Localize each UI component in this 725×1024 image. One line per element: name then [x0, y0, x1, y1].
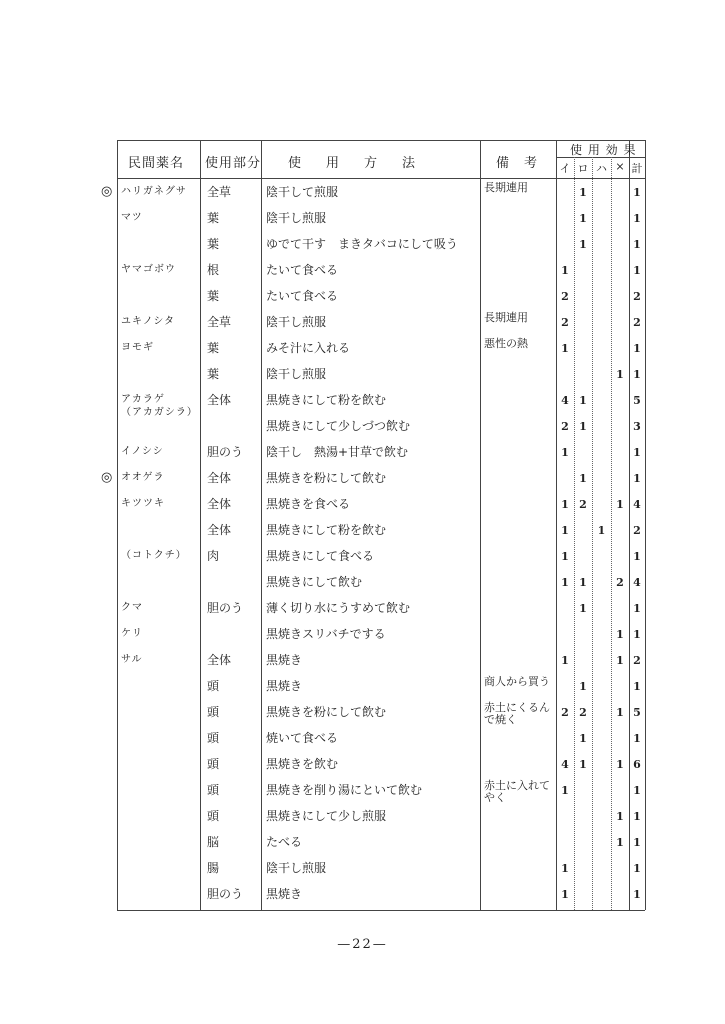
cell-effect-4: 1 [633, 888, 641, 901]
cell-part: 脳 [207, 835, 220, 849]
cell-method: 黒焼きを削り湯にといて飲む [266, 783, 423, 797]
cell-effect-0: 1 [561, 784, 569, 797]
cell-method: 黒焼きスリバチでする [266, 627, 386, 641]
cell-effect-0: 1 [561, 524, 569, 537]
cell-method: 陰干して煎服 [266, 185, 339, 199]
cell-effect-4: 1 [633, 680, 641, 693]
cell-part: 胆のう [207, 601, 244, 615]
cell-effect-1: 1 [579, 186, 587, 199]
cell-name: キツツキ [121, 498, 165, 509]
cell-effect-1: 2 [579, 498, 587, 511]
cell-effect-4: 2 [633, 524, 641, 537]
header-effect-4: 計 [631, 162, 643, 175]
cell-effect-0: 1 [561, 446, 569, 459]
cell-effect-0: 1 [561, 264, 569, 277]
cell-method: 焼いて食べる [266, 731, 339, 745]
cell-method: たいて食べる [266, 289, 339, 303]
table-bottom-rule [117, 910, 645, 911]
header-note: 備 考 [496, 156, 539, 171]
cell-effect-1: 1 [579, 394, 587, 407]
cell-effect-0: 1 [561, 654, 569, 667]
cell-effect-0: 1 [561, 550, 569, 563]
cell-effect-0: 4 [561, 394, 569, 407]
cell-effect-4: 1 [633, 264, 641, 277]
cell-part: 胆のう [207, 445, 244, 459]
cell-effect-4: 5 [633, 706, 641, 719]
cell-effect-4: 1 [633, 212, 641, 225]
header-effect-1: ロ [577, 162, 589, 175]
cell-effect-2: 1 [597, 524, 606, 537]
cell-method: ゆでて干す まきタバコにして吸う [266, 237, 458, 251]
circle-mark-icon: ◎ [101, 184, 113, 199]
cell-name: ヤマゴボウ [121, 264, 176, 275]
cell-method: 黒焼きにして食べる [266, 549, 375, 563]
cell-name: サル [121, 654, 143, 665]
cell-effect-0: 1 [561, 342, 569, 355]
cell-method: 黒焼き [266, 653, 303, 667]
page-number: —22— [337, 937, 388, 952]
column-rule [261, 140, 262, 910]
cell-part: 腸 [207, 861, 220, 875]
cell-note: 赤土に入れてやく [484, 779, 550, 804]
cell-effect-3: 1 [616, 654, 624, 667]
cell-effect-3: 1 [616, 706, 624, 719]
table-top-rule [117, 140, 645, 141]
cell-effect-4: 2 [633, 654, 641, 667]
cell-part: 葉 [207, 211, 220, 225]
cell-effect-0: 1 [561, 576, 569, 589]
cell-effect-0: 4 [561, 758, 569, 771]
header-method: 使 用 方 法 [288, 156, 422, 171]
cell-part: 全体 [207, 653, 232, 667]
cell-part: 葉 [207, 289, 220, 303]
cell-part: 頭 [207, 705, 220, 719]
cell-part: 根 [207, 263, 220, 277]
cell-effect-1: 1 [579, 238, 587, 251]
cell-effect-4: 6 [633, 758, 641, 771]
cell-effect-3: 1 [616, 368, 624, 381]
cell-effect-4: 4 [633, 576, 641, 589]
header-bottom-rule [117, 178, 645, 179]
cell-method: 黒焼きにして少しづつ飲む [266, 419, 411, 433]
cell-part: 頭 [207, 809, 220, 823]
cell-effect-4: 2 [633, 290, 641, 303]
cell-name: クマ [121, 602, 143, 613]
cell-effect-0: 1 [561, 862, 569, 875]
cell-name: ヨモギ [121, 342, 154, 353]
cell-effect-0: 2 [561, 420, 569, 433]
cell-part: 頭 [207, 783, 220, 797]
cell-effect-4: 1 [633, 836, 641, 849]
cell-effect-4: 1 [633, 186, 641, 199]
cell-name: イノシシ [121, 446, 164, 457]
cell-effect-3: 1 [616, 836, 624, 849]
cell-effect-4: 4 [633, 498, 641, 511]
cell-method: みそ汁に入れる [266, 341, 351, 355]
cell-effect-4: 1 [633, 446, 641, 459]
cell-part: 肉 [207, 549, 220, 563]
cell-part: 全体 [207, 497, 232, 511]
cell-method: 陰干し 熱湯+甘草で飲む [266, 445, 409, 459]
column-rule [556, 140, 557, 910]
cell-method: たべる [266, 835, 303, 849]
cell-effect-4: 5 [633, 394, 641, 407]
cell-method: たいて食べる [266, 263, 339, 277]
cell-effect-4: 1 [633, 862, 641, 875]
cell-method: 黒焼き [266, 887, 303, 901]
cell-part: 全草 [207, 315, 232, 329]
cell-effect-0: 1 [561, 498, 569, 511]
cell-effect-3: 1 [616, 498, 624, 511]
cell-method: 黒焼き [266, 679, 303, 693]
cell-effect-4: 1 [633, 472, 641, 485]
cell-note: 長期連用 [484, 181, 528, 194]
cell-effect-0: 2 [561, 316, 569, 329]
cell-note: 商人から買う [484, 675, 550, 688]
cell-effect-0: 1 [561, 888, 569, 901]
cell-method: 黒焼きにして飲む [266, 575, 363, 589]
cell-effect-3: 1 [616, 628, 624, 641]
cell-effect-4: 1 [633, 732, 641, 745]
cell-name: （アカガシラ） [121, 407, 198, 418]
cell-effect-1: 1 [579, 758, 587, 771]
cell-effect-1: 1 [579, 420, 587, 433]
cell-part: 全体 [207, 523, 232, 537]
column-rule [645, 140, 646, 910]
cell-effect-1: 1 [579, 732, 587, 745]
circle-mark-icon: ◎ [101, 470, 113, 485]
cell-part: 全体 [207, 471, 232, 485]
header-effect: 使 用 効 果 [570, 143, 637, 157]
cell-note: 長期連用 [484, 311, 528, 324]
cell-part: 全草 [207, 185, 232, 199]
cell-method: 黒焼きを粉にして飲む [266, 471, 387, 485]
cell-name: （コトクチ） [121, 550, 187, 561]
cell-effect-4: 3 [633, 420, 641, 433]
effect-sub-divider [611, 157, 612, 910]
cell-name: ユキノシタ [121, 316, 175, 327]
cell-name: ハリガネグサ [121, 186, 187, 197]
header-effect-2: ハ [596, 162, 607, 175]
cell-effect-1: 1 [579, 576, 587, 589]
cell-effect-4: 1 [633, 368, 641, 381]
cell-effect-1: 1 [579, 680, 587, 693]
header-effect-3: × [615, 160, 625, 173]
column-rule [117, 140, 118, 910]
cell-effect-3: 1 [616, 758, 624, 771]
cell-part: 頭 [207, 757, 220, 771]
cell-part: 葉 [207, 341, 220, 355]
cell-effect-4: 2 [633, 316, 641, 329]
cell-method: 黒焼きにして粉を飲む [266, 393, 387, 407]
effect-sub-divider [592, 157, 593, 910]
cell-name: アカラゲ [121, 394, 165, 405]
cell-note: 赤土にくるんで焼く [484, 701, 550, 726]
cell-name: オオゲラ [121, 472, 165, 483]
cell-effect-4: 1 [633, 628, 641, 641]
header-effect-0: イ [559, 162, 571, 175]
cell-method: 黒焼きを飲む [266, 757, 339, 771]
cell-part: 胆のう [207, 887, 244, 901]
cell-effect-4: 1 [633, 238, 641, 251]
effect-sub-divider [574, 157, 575, 910]
cell-part: 頭 [207, 731, 220, 745]
cell-part: 葉 [207, 367, 220, 381]
column-rule [200, 140, 201, 910]
cell-effect-1: 1 [579, 602, 587, 615]
cell-effect-1: 1 [579, 472, 587, 485]
cell-part: 葉 [207, 237, 220, 251]
cell-effect-4: 1 [633, 342, 641, 355]
cell-part: 全体 [207, 393, 232, 407]
header-part: 使用部分 [205, 156, 262, 171]
cell-name: ケリ [121, 628, 143, 639]
cell-method: 陰干し煎服 [266, 211, 327, 225]
cell-method: 黒焼きを粉にして飲む [266, 705, 387, 719]
cell-method: 黒焼きを食べる [266, 497, 351, 511]
cell-effect-1: 1 [579, 212, 587, 225]
cell-effect-4: 1 [633, 550, 641, 563]
cell-method: 陰干し煎服 [266, 367, 327, 381]
cell-name: マツ [121, 212, 143, 223]
cell-effect-1: 2 [579, 706, 587, 719]
cell-effect-3: 2 [616, 576, 624, 589]
cell-method: 黒焼きにして粉を飲む [266, 523, 387, 537]
cell-part: 頭 [207, 679, 220, 693]
cell-effect-0: 2 [561, 290, 569, 303]
cell-effect-3: 1 [616, 810, 624, 823]
cell-note: 悪性の熱 [484, 337, 528, 350]
cell-method: 陰干し煎服 [266, 861, 327, 875]
cell-effect-4: 1 [633, 810, 641, 823]
cell-effect-0: 2 [561, 706, 569, 719]
column-rule [480, 140, 481, 910]
cell-effect-4: 1 [633, 784, 641, 797]
cell-method: 陰干し煎服 [266, 315, 327, 329]
cell-method: 薄く切り水にうすめて飲む [266, 601, 411, 615]
header-name: 民間薬名 [128, 156, 185, 171]
cell-method: 黒焼きにして少し煎服 [266, 809, 387, 823]
cell-effect-4: 1 [633, 602, 641, 615]
